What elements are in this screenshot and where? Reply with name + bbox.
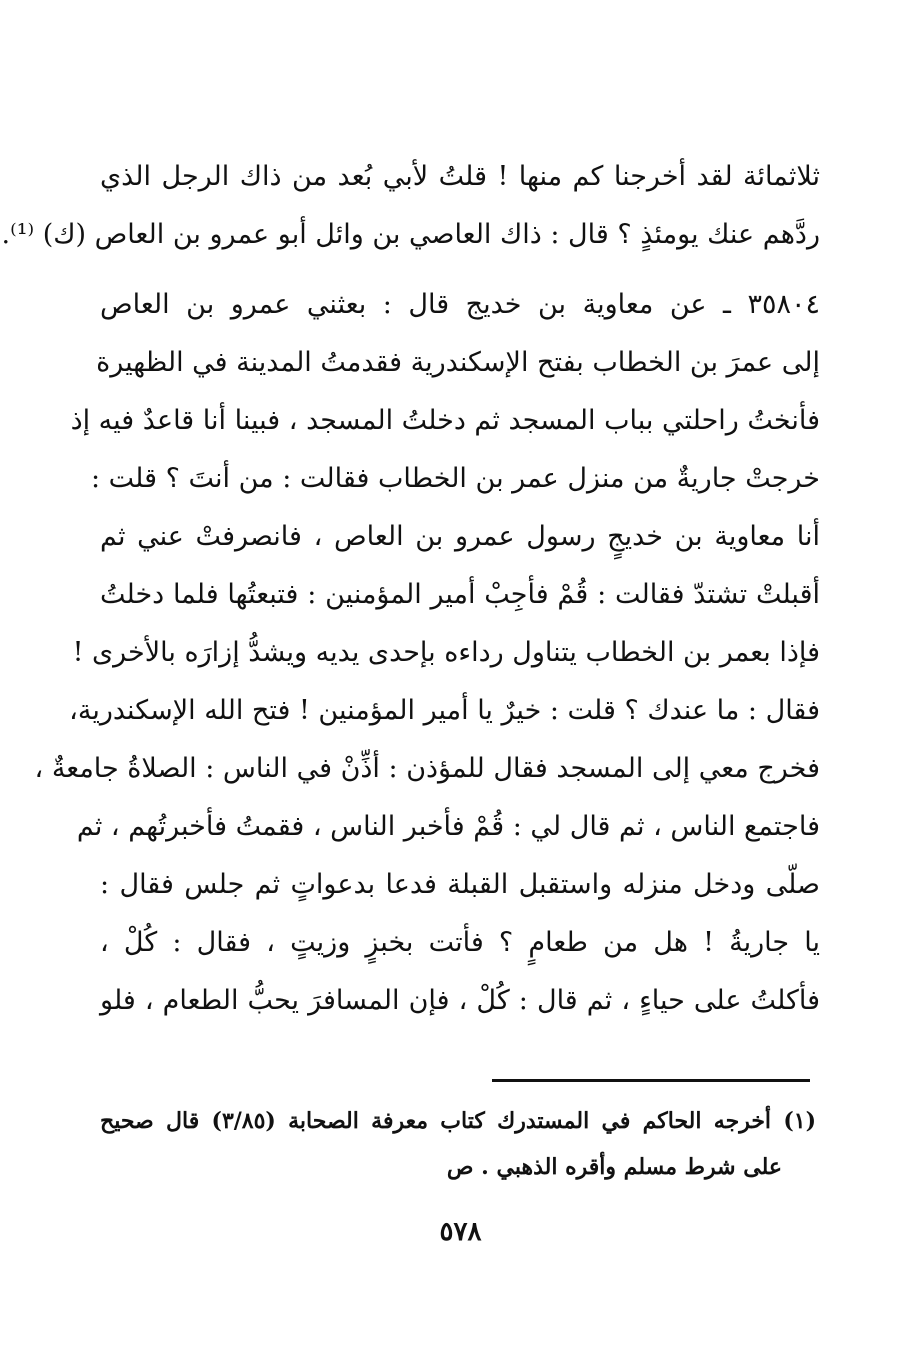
text-line-10: فقال : ما عندك ؟ قلت : خيرٌ يا أمير المؤمنين ! فتح الله الإسكندرية،	[69, 695, 820, 726]
text-line-13: صلّى ودخل منزله واستقبل القبلة فدعا بدعواتٍ ثم جلس فقال :	[100, 869, 820, 900]
main-text	[1, 148, 820, 1030]
footnote-line-1: (١) أخرجه الحاكم في المستدرك كتاب معرفة الصحابة (٣/٨٥) قال صحيح	[100, 1108, 817, 1134]
text-line-8: أقبلتْ تشتدّ فقالت : قُمْ فأجِبْ أمير المؤمنين : فتبعتُها فلما دخلتُ	[100, 579, 820, 610]
text-line-15: فأكلتُ على حياءٍ ، ثم قال : كُلْ ، فإن المسافرَ يحبُّ الطعام ، فلو	[100, 985, 820, 1016]
text-line-1: ثلاثمائة لقد أخرجنا كم منها ! قلتُ لأبي بُعد من ذاك الرجل الذي	[100, 161, 820, 192]
text-line-5: فأنختُ راحلتي بباب المسجد ثم دخلتُ المسجد ، فبينا أنا قاعدٌ فيه إذ	[70, 405, 820, 436]
text-line-14: يا جاريةُ ! هل من طعامٍ ؟ فأتت بخبزٍ وزيتٍ ، فقال : كُلْ ،	[100, 927, 820, 958]
page-number: ٥٧٨	[439, 1217, 482, 1247]
text-line-9: فإذا بعمر بن الخطاب يتناول رداءه بإحدى يديه ويشدُّ إزارَه بالأخرى !	[72, 637, 820, 668]
text-line-11: فخرج معي إلى المسجد فقال للمؤذن : أذِّنْ في الناس : الصلاةُ جامعةٌ ،	[34, 753, 820, 784]
paragraph-gap	[100, 264, 820, 276]
text-line-12: فاجتمع الناس ، ثم قال لي : قُمْ فأخبر الناس ، فقمتُ فأخبرتُهم ، ثم	[76, 811, 820, 842]
footnotes	[100, 1098, 816, 1190]
text-line-7: أنا معاوية بن خديجٍ رسول عمرو بن العاص ، فانصرفتْ عني ثم	[100, 521, 820, 552]
text-line-3: ٣٥٨٠٤ ـ عن معاوية بن خديج قال : بعثني عمرو بن العاص	[100, 289, 820, 320]
text-line-4: إلى عمرَ بن الخطاب بفتح الإسكندرية فقدمتُ المدينة في الظهيرة	[96, 347, 820, 378]
text-line-6: خرجتْ جاريةٌ من منزل عمر بن الخطاب فقالت : من أنتَ ؟ قلت :	[90, 463, 820, 494]
text-line-2: ردَّهم عنك يومئذٍ ؟ قال : ذاك العاصي بن وائل أبو عمرو بن العاص (ك) ⁽¹⁾.	[1, 219, 820, 250]
footnote-line-2: على شرط مسلم وأقره الذهبي . ص	[446, 1154, 782, 1180]
footnote-divider	[492, 1079, 810, 1082]
